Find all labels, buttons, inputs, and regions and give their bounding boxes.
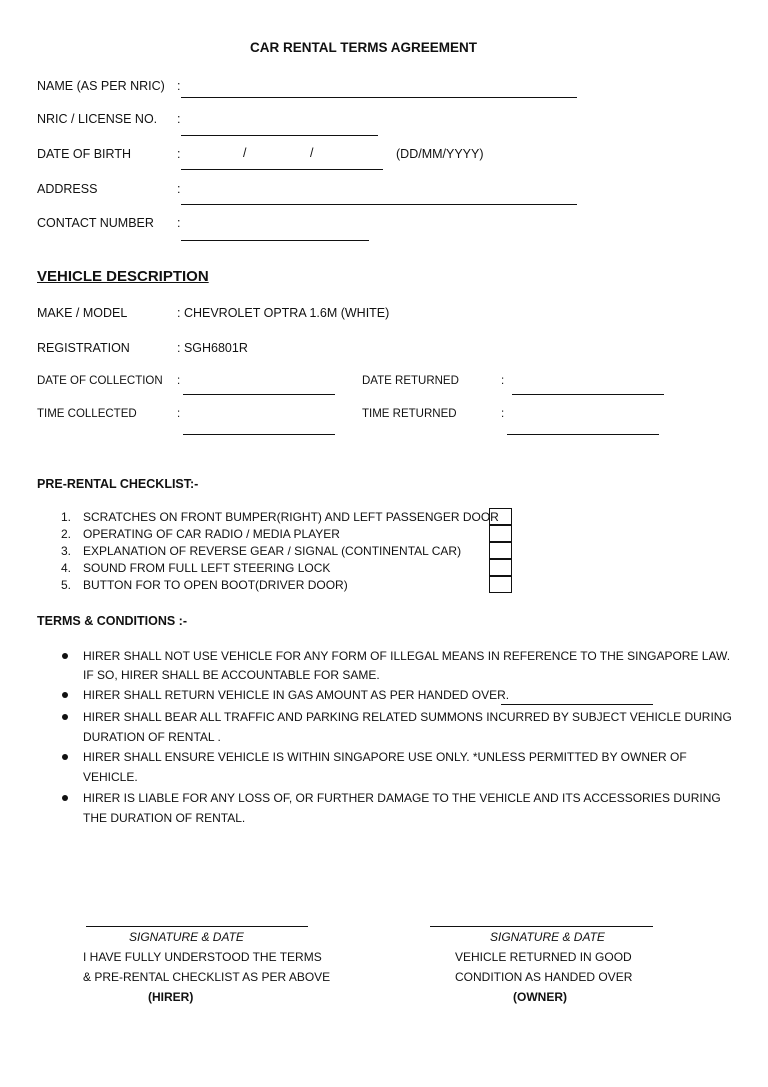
term-line: HIRER SHALL NOT USE VEHICLE FOR ANY FORM OF ILLEGAL MEANS IN REFERENCE TO THE SINGAPORE LAW. <box>83 649 731 663</box>
term-line: HIRER SHALL ENSURE VEHICLE IS WITHIN SINGAPORE USE ONLY. *UNLESS PERMITTED BY OWNER OF <box>83 750 687 764</box>
checklist-checkbox[interactable] <box>489 508 512 525</box>
term-line: HIRER IS LIABLE FOR ANY LOSS OF, OR FURTHER DAMAGE TO THE VEHICLE AND ITS ACCESSORIES DURING <box>83 791 721 805</box>
checklist-item-text: BUTTON FOR TO OPEN BOOT(DRIVER DOOR) <box>83 578 348 592</box>
checklist-item-number: 3. <box>61 544 72 558</box>
hirer-statement-line-1: I HAVE FULLY UNDERSTOOD THE TERMS <box>83 950 322 964</box>
time-returned-field[interactable] <box>507 434 659 435</box>
contact-label: CONTACT NUMBER <box>37 216 154 230</box>
owner-statement-line-1: VEHICLE RETURNED IN GOOD <box>455 950 632 964</box>
hirer-statement-line-2: & PRE-RENTAL CHECKLIST AS PER ABOVE <box>83 970 331 984</box>
name-label: NAME (AS PER NRIC) <box>37 79 165 93</box>
date-returned-field[interactable] <box>512 394 664 395</box>
bullet-icon <box>62 714 68 720</box>
date-returned-label: DATE RETURNED <box>362 375 459 387</box>
checklist-item-text: OPERATING OF CAR RADIO / MEDIA PLAYER <box>83 527 340 541</box>
contact-colon: : <box>177 216 181 230</box>
contact-field[interactable] <box>181 240 369 241</box>
bullet-icon <box>62 754 68 760</box>
date-collection-colon: : <box>177 375 181 387</box>
checklist-item-text: SOUND FROM FULL LEFT STEERING LOCK <box>83 561 331 575</box>
make-value: : CHEVROLET OPTRA 1.6M (WHITE) <box>177 306 390 320</box>
terms-heading: TERMS & CONDITIONS :- <box>37 614 187 628</box>
hirer-signature-line[interactable] <box>86 926 308 927</box>
dob-separator-1: / <box>243 146 247 160</box>
dob-separator-2: / <box>310 146 314 160</box>
owner-statement-line-2: CONDITION AS HANDED OVER <box>455 970 633 984</box>
nric-field[interactable] <box>181 135 378 136</box>
dob-label: DATE OF BIRTH <box>37 147 131 161</box>
checklist-heading: PRE-RENTAL CHECKLIST:- <box>37 477 199 491</box>
hirer-signature-caption: SIGNATURE & DATE <box>129 930 244 944</box>
checklist-item-text: SCRATCHES ON FRONT BUMPER(RIGHT) AND LEFT PASSENGER DOOR <box>83 510 499 524</box>
name-field[interactable] <box>181 97 577 98</box>
page-title: CAR RENTAL TERMS AGREEMENT <box>250 40 478 55</box>
address-field[interactable] <box>181 204 577 205</box>
dob-colon: : <box>177 147 181 161</box>
address-colon: : <box>177 182 181 196</box>
time-returned-label: TIME RETURNED <box>362 408 457 420</box>
checklist-item-number: 1. <box>61 510 72 524</box>
address-label: ADDRESS <box>37 182 98 196</box>
date-collection-field[interactable] <box>183 394 335 395</box>
owner-signature-caption: SIGNATURE & DATE <box>490 930 605 944</box>
date-returned-colon: : <box>501 375 505 387</box>
vehicle-heading: VEHICLE DESCRIPTION <box>37 268 209 285</box>
time-collected-colon: : <box>177 408 181 420</box>
term-line: HIRER SHALL BEAR ALL TRAFFIC AND PARKING RELATED SUMMONS INCURRED BY SUBJECT VEHICLE DURING <box>83 710 732 724</box>
bullet-icon <box>62 795 68 801</box>
owner-role: (OWNER) <box>513 990 567 1004</box>
checklist-item-number: 5. <box>61 578 72 592</box>
dob-format-hint: (DD/MM/YYYY) <box>396 147 484 161</box>
owner-signature-line[interactable] <box>430 926 653 927</box>
term-line: DURATION OF RENTAL . <box>83 730 221 744</box>
term-line: HIRER SHALL RETURN VEHICLE IN GAS AMOUNT AS PER HANDED OVER. <box>83 688 510 702</box>
hirer-role: (HIRER) <box>148 990 194 1004</box>
make-label: MAKE / MODEL <box>37 306 128 320</box>
date-collection-label: DATE OF COLLECTION <box>37 375 163 387</box>
term-line: VEHICLE. <box>83 770 138 784</box>
nric-label: NRIC / LICENSE NO. <box>37 112 158 126</box>
checklist-checkbox[interactable] <box>489 542 512 559</box>
registration-label: REGISTRATION <box>37 341 130 355</box>
bullet-icon <box>62 653 68 659</box>
checklist-checkbox[interactable] <box>489 559 512 576</box>
checklist-item-number: 4. <box>61 561 72 575</box>
name-colon: : <box>177 79 181 93</box>
time-returned-colon: : <box>501 408 505 420</box>
time-collected-field[interactable] <box>183 434 335 435</box>
checklist-item-number: 2. <box>61 527 72 541</box>
time-collected-label: TIME COLLECTED <box>37 408 137 420</box>
bullet-icon <box>62 692 68 698</box>
registration-value: : SGH6801R <box>177 341 248 355</box>
dob-field[interactable] <box>181 169 383 170</box>
term-line: IF SO, HIRER SHALL BE ACCOUNTABLE FOR SAME. <box>83 668 380 682</box>
term-line: THE DURATION OF RENTAL. <box>83 811 246 825</box>
checklist-item-text: EXPLANATION OF REVERSE GEAR / SIGNAL (CONTINENTAL CAR) <box>83 544 462 558</box>
checklist-checkbox[interactable] <box>489 525 512 542</box>
nric-colon: : <box>177 112 181 126</box>
checklist-checkbox[interactable] <box>489 576 512 593</box>
gas-amount-field[interactable] <box>501 704 653 705</box>
